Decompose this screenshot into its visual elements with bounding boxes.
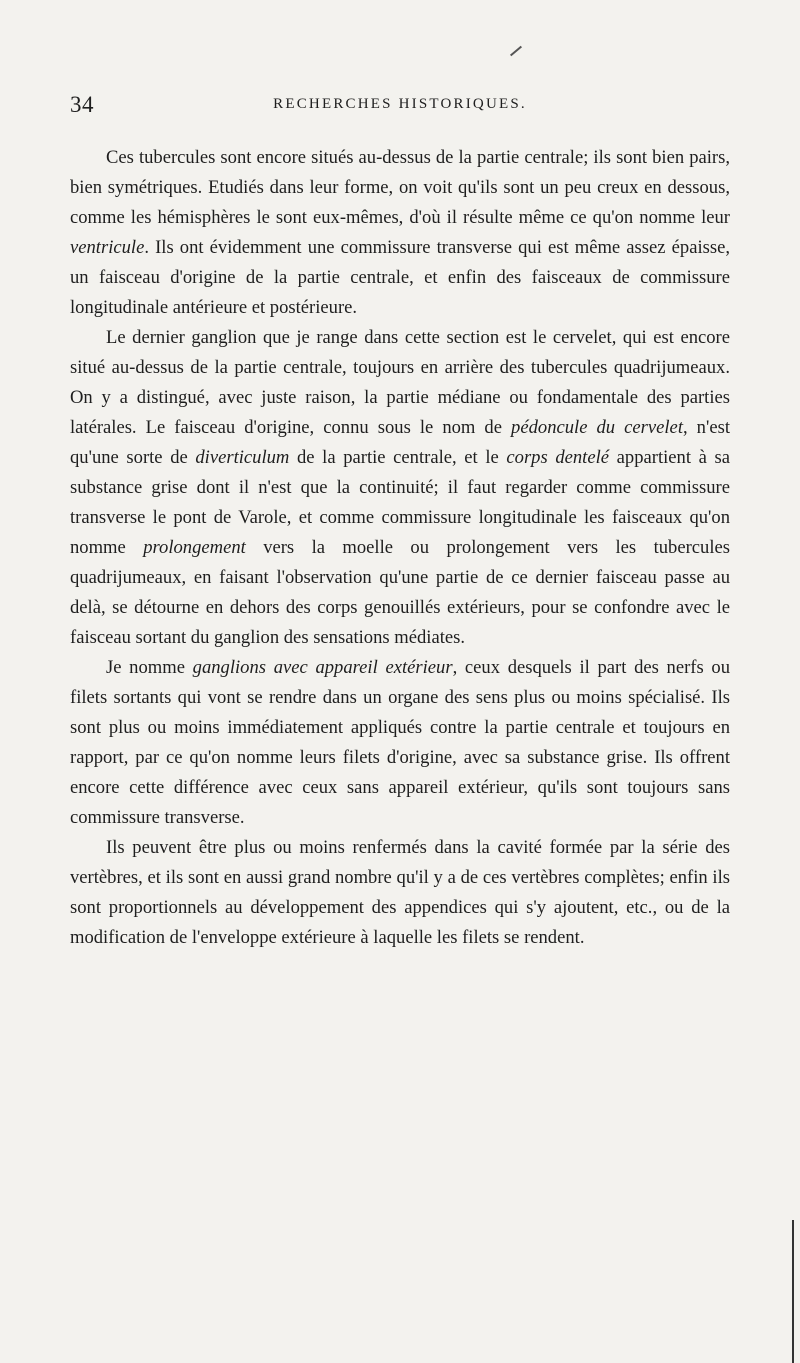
- text-run: , ceux desquels il part des nerfs ou filets sortants qui vont se rendre dans un organe des sens plus ou moins spécialisé. Ils sont plus ou moins immédiatement appliqués contre la partie centrale et toujours en rapport, par ce qu'on nomme leurs filets d'origine, avec sa substance grise. Ils offrent encore cette différence avec ceux sans appareil extérieur, qu'ils sont toujours sans commissure transverse.: [70, 657, 731, 828]
- italic-term: corps dentelé: [506, 447, 610, 468]
- text-run: , n'est qu'une sorte de: [70, 417, 730, 468]
- page-header: [70, 92, 730, 128]
- paragraph: [70, 143, 730, 323]
- text-run: Le dernier ganglion que je range dans cette section est le cervelet, qui est encore situé au-dessus de la partie centrale, toujours en arrière des tubercules quadrijumeaux. On y a distingué, avec juste raison, la partie médiane ou fondamentale des parties latérales. Le faisceau d'origine, connu sous le nom de: [70, 327, 730, 438]
- page-number: 34: [70, 92, 94, 117]
- text-run: de la partie centrale, et le: [289, 447, 507, 468]
- stray-mark: [510, 46, 522, 57]
- text-run: Je nomme: [106, 657, 193, 678]
- page-edge-line: [792, 1220, 794, 1363]
- text-run: . Ils ont évidemment une commissure transverse qui est même assez épaisse, un faisceau d'origine de la partie centrale, et enfin des faisceaux de commissure longitudinale antérieure et postérieure.: [70, 237, 730, 318]
- paragraph: [70, 323, 730, 653]
- text-run: Ces tubercules sont encore situés au-dessus de la partie centrale; ils sont bien pairs, bien symétriques. Etudiés dans leur forme, on voit qu'ils sont un peu creux en dessous, comme les hémisphères le sont eux-mêmes, d'où il résulte même ce qu'on nomme leur: [70, 147, 730, 228]
- text-run: vers la moelle ou prolongement vers les tubercules quadrijumeaux, en faisant l'observation qu'une partie de ce dernier faisceau passe au delà, se détourne en dehors des corps genouillés extérieurs, pour se confondre avec le faisceau sortant du ganglion des sensations médiates.: [70, 537, 730, 648]
- italic-term: ventricule: [70, 237, 145, 258]
- text-run: appartient à sa substance grise dont il n'est que la continuité; il faut regarder comme commissure transverse le pont de Varole, et comme commissure longitudinale les faisceaux qu'on nomme: [70, 447, 730, 558]
- italic-term: prolongement: [143, 537, 246, 558]
- running-title: RECHERCHES HISTORIQUES.: [273, 96, 527, 112]
- italic-term: ganglions avec appareil extérieur: [192, 657, 453, 678]
- italic-term: pédoncule du cervelet: [511, 417, 683, 438]
- paragraph: [70, 653, 730, 833]
- body-text: [70, 143, 730, 953]
- paragraph: [70, 833, 730, 953]
- italic-term: diverticulum: [195, 447, 290, 468]
- text-run: Ils peuvent être plus ou moins renfermés dans la cavité formée par la série des vertèbres, et ils sont en aussi grand nombre qu'il y a de ces vertèbres complètes; enfin ils sont proportionnels au développement des appendices qui s'y ajoutent, etc., ou de la modification de l'enveloppe extérieure à laquelle les filets se rendent.: [70, 837, 730, 948]
